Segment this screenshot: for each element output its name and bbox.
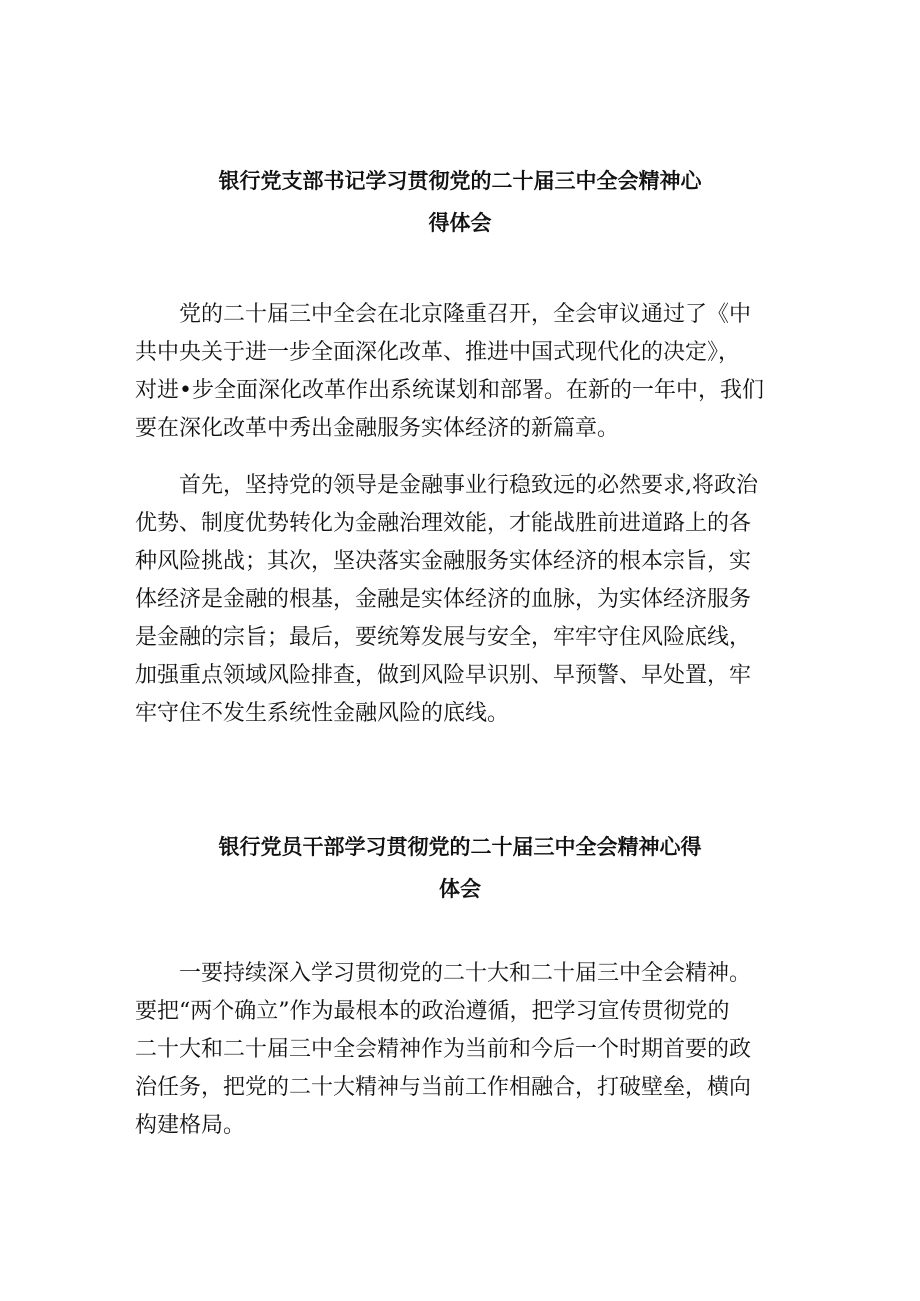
text-line: 共中央关于进一步全面深化改革、推进中国式现代化的决定》， — [135, 340, 741, 365]
title-line: 得体会 — [428, 211, 492, 235]
section-1-paragraph-1 — [135, 296, 785, 448]
text-line: 体经济是金融的根基，金融是实体经济的血脉，为实体经济服务 — [135, 587, 752, 612]
section-1-title — [130, 160, 790, 244]
text-line: 党的二十届三中全会在北京隆重召开，全会审议通过了《中 — [179, 302, 752, 327]
text-line: 治任务，把党的二十大精神与当前工作相融合，打破壁垒，横向 — [135, 1075, 752, 1100]
text-line: 二十大和二十届三中全会精神作为当前和今后一个时期首要的政 — [135, 1037, 752, 1062]
text-line: 加强重点领域风险排查，做到风险早识别、早预警、早处置，牢 — [135, 663, 752, 688]
text-line: 一要持续深入学习贯彻党的二十大和二十届三中全会精神。 — [179, 961, 752, 986]
text-line: 种风险挑战；其次，坚决落实金融服务实体经济的根本宗旨，实 — [135, 549, 752, 574]
section-1-paragraph-2 — [135, 467, 785, 733]
text-line: 牢守住不发生系统性金融风险的底线。 — [135, 701, 510, 726]
title-line: 银行党支部书记学习贯彻党的二十届三中全会精神心 — [218, 169, 702, 193]
section-2-title — [130, 826, 790, 910]
text-line: 首先，坚持党的领导是金融事业行稳致远的必然要求,将政治 — [179, 473, 758, 498]
section-2-paragraph-1 — [135, 955, 785, 1145]
text-line: 要在深化改革中秀出金融服务实体经济的新篇章。 — [135, 416, 620, 441]
text-line: 优势、制度优势转化为金融治理效能，才能战胜前进道路上的各 — [135, 511, 752, 536]
title-line: 银行党员干部学习贯彻党的二十届三中全会精神心得 — [218, 835, 702, 859]
title-line: 体会 — [439, 877, 481, 901]
text-line: 对进•步全面深化改革作出系统谋划和部署。在新的一年中，我们 — [135, 378, 764, 403]
text-line: 是金融的宗旨；最后，要统筹发展与安全，牢牢守住风险底线， — [135, 625, 752, 650]
text-line: 构建格局。 — [135, 1113, 246, 1138]
text-line: 要把“两个确立”作为最根本的政治遵循，把学习宣传贯彻党的 — [135, 999, 730, 1024]
